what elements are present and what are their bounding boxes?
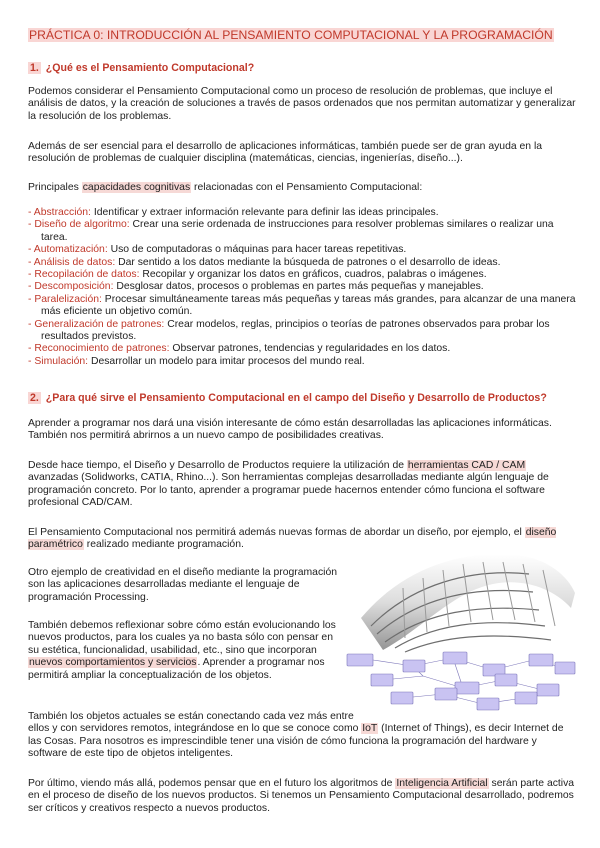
capability-term: - Descomposición: [28, 281, 114, 293]
section-2-heading [28, 392, 547, 405]
section-2-number: 2. [30, 392, 39, 404]
parametric-design-illustration [343, 548, 578, 718]
p5-before: También debemos reflexionar sobre cómo están evolucionando los nuevos productos, para los cuales ya no basta sólo con pensar en su estética, funcionalidad, usabilidad, etc., sino que incorporan [28, 620, 336, 656]
capability-term: - Análisis de datos: [28, 256, 116, 268]
capabilities-list [28, 207, 576, 368]
highlight-cognitive-capabilities: capacidades cognitivas [82, 182, 191, 193]
p6-after: (Internet of Things), es decir Internet de las Cosas. Para nosotros es imprescindible tener una visión de cómo funciona la programación del hardware y software de este tipo de objetos inteligentes. [28, 723, 564, 760]
list-item [28, 281, 576, 293]
capability-term: - Paralelización: [28, 293, 102, 305]
section-2-paragraph-1: Aprender a programar nos dará una visión interesante de cómo están desarrolladas las aplicaciones informáticas. También nos permitirá abrirnos a un nuevo campo de posibilidades creativas. [28, 418, 552, 442]
list-item [28, 356, 576, 368]
list-item [28, 294, 576, 319]
list-item [28, 207, 576, 219]
capability-term: - Simulación: [28, 355, 89, 367]
capability-desc: Crear una serie ordenada de instrucciones para resolver problemas similares o realizar una tarea. [41, 219, 554, 243]
p3-after: realizado mediante programación. [83, 539, 244, 551]
capability-desc: Uso de computadoras o máquinas para hacer tareas repetitivas. [107, 244, 407, 256]
p3-after: relacionadas con el Pensamiento Computacional: [191, 182, 423, 193]
list-item [28, 343, 576, 355]
p2-after: avanzadas (Solidworks, CATIA, Rhino...). Son herramientas complejas desarrolladas mediante algún lenguaje de programación concreto. Por lo tanto, aprender a programar puede hacernos entender cómo funciona el software profesional CAD/CAM. [28, 472, 549, 509]
p3-before: El Pensamiento Computacional nos permitirá además nuevas formas de abordar un diseño, por ejemplo, el [28, 527, 525, 538]
p3-before: Principales [28, 182, 82, 193]
section-2-paragraph-7 [28, 778, 576, 815]
capability-desc: Recopilar y organizar los datos en gráficos, cuadros, palabras o imágenes. [139, 269, 487, 281]
highlight-new-behaviours: nuevos comportamientos y servicios [29, 657, 197, 669]
page-title [28, 28, 554, 43]
section-2-heading-text: ¿Para qué sirve el Pensamiento Computacional en el campo del Diseño y Desarrollo de Productos? [45, 392, 547, 404]
section-1-paragraph-1: Podemos considerar el Pensamiento Computacional como un proceso de resolución de problemas, que incluye el análisis de datos, y la creación de soluciones a través de pasos ordenados que nos permitan automatizar y generalizar la resolución de los problemas. [28, 86, 576, 122]
section-1-heading-text: ¿Qué es el Pensamiento Computacional? [45, 62, 255, 74]
section-2-paragraph-2 [28, 460, 576, 510]
capability-desc: Identificar y extraer información relevante para definir las ideas principales. [90, 207, 439, 218]
highlight-parametric-design: diseño paramétrico [28, 527, 557, 551]
page-title-text: PRÁCTICA 0: INTRODUCCIÓN AL PENSAMIENTO COMPUTACIONAL Y LA PROGRAMACIÓN [29, 28, 553, 42]
capability-desc: Desglosar datos, procesos o problemas en partes más pequeñas y manejables. [113, 281, 484, 293]
list-item [28, 219, 576, 244]
capability-desc: Desarrollar un modelo para imitar procesos del mundo real. [88, 355, 365, 367]
list-item [28, 257, 576, 269]
list-item [28, 319, 576, 344]
capability-term: - Recopilación de datos: [28, 269, 140, 281]
section-1-paragraph-2: Además de ser esencial para el desarrollo de aplicaciones informáticas, también puede ser de gran ayuda en la resolución de problemas de cualquier disciplina (matemáticas, ciencias, ingenierías, diseño...). [28, 141, 543, 165]
capability-term: - Diseño de algoritmo: [28, 219, 130, 231]
node-graph-graphic [347, 652, 575, 710]
capability-desc: Procesar simultáneamente tareas más pequeñas y tareas más grandes, para alcanzar de una manera más eficiente un objetivo común. [41, 293, 576, 318]
capability-desc: Observar patrones, tendencias y regularidades en los datos. [169, 343, 451, 355]
highlight-iot: IoT [362, 723, 378, 735]
p2-before: Desde hace tiempo, el Diseño y Desarrollo de Productos requiere la utilización de [28, 460, 407, 471]
section-1-heading [28, 62, 254, 75]
capability-term: - Generalización de patrones: [28, 318, 165, 330]
p6-before: ellos y con servidores remotos, integrándose en lo que se conoce como [28, 723, 362, 735]
wavy-surface-graphic [361, 554, 575, 652]
highlight-ai: Inteligencia Artificial [396, 778, 488, 789]
section-2-paragraph-5 [28, 620, 338, 682]
section-1-number: 1. [30, 62, 39, 74]
p5-after: . Aprender a programar nos permitirá ampliar la conceptualización de los objetos. [28, 657, 325, 681]
capability-term: - Reconocimiento de patrones: [28, 343, 170, 355]
p7-before: Por último, viendo más allá, podemos pensar que en el futuro los algoritmos de [28, 778, 396, 789]
section-2-paragraph-6 [28, 711, 576, 761]
capability-desc: Crear modelos, reglas, principios o teorías de patrones observados para probar los resultados previstos. [41, 318, 550, 343]
p7-after: serán parte activa en el proceso de diseño de los nuevos productos. Si tenemos un Pensamiento Computacional desarrollado, podremos ser críticos y creativos respecto a nuevos productos. [28, 778, 575, 814]
highlight-cad-cam: herramientas CAD / CAM [407, 460, 526, 471]
section-1-paragraph-3 [28, 182, 576, 194]
capability-desc: Dar sentido a los datos mediante la búsqueda de patrones o el desarrollo de ideas. [115, 256, 501, 268]
list-item [28, 244, 576, 256]
p6-line1: También los objetos actuales se están conectando cada vez más entre [28, 711, 354, 722]
capability-term: - Automatización: [28, 244, 108, 256]
list-item [28, 269, 576, 281]
section-2-paragraph-4: Otro ejemplo de creatividad en el diseño mediante la programación son las aplicaciones desarrolladas mediante el lenguaje de programación Processing. [28, 567, 338, 603]
capability-term: - Abstracción: [28, 207, 91, 218]
